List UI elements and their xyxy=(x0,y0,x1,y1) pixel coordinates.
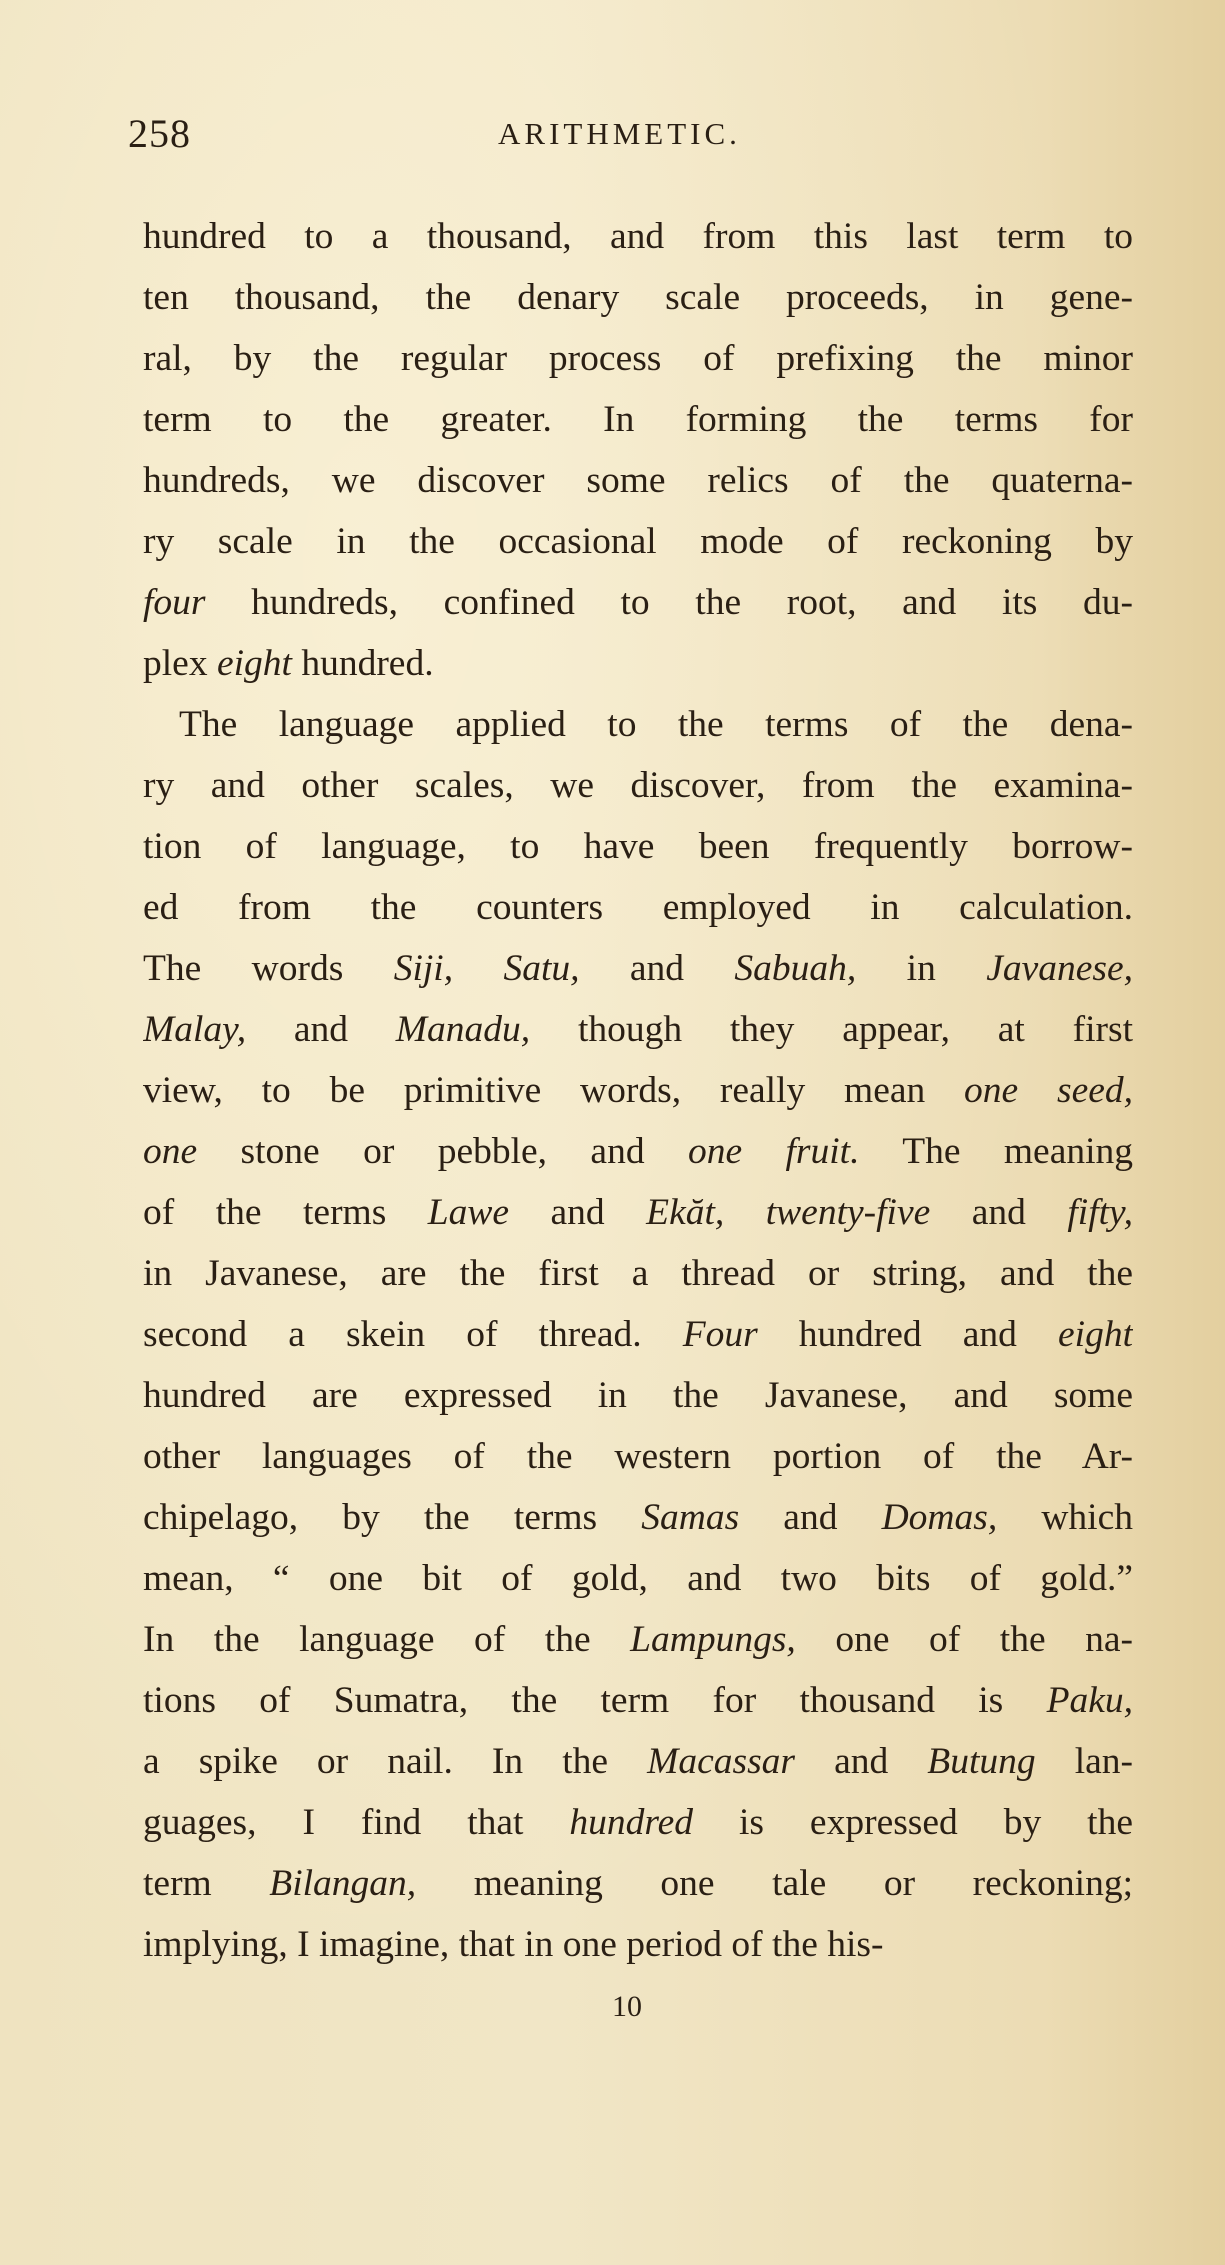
text-run: ry and other scales, we discover, from the examina- xyxy=(143,765,1133,806)
text-run xyxy=(724,1192,765,1233)
text-run: and xyxy=(930,1192,1068,1233)
running-head: ARITHMETIC. xyxy=(498,116,741,151)
text-run: which xyxy=(997,1497,1133,1538)
italic-text: one xyxy=(143,1131,198,1172)
italic-text: Bilangan, xyxy=(269,1863,417,1904)
signature-mark: 10 xyxy=(612,1990,642,2023)
text-line xyxy=(143,1548,1133,1609)
text-run: and xyxy=(579,948,735,989)
text-run: ral, by the regular process of prefixing the minor xyxy=(143,338,1133,379)
italic-text: Ekăt, xyxy=(646,1192,725,1233)
italic-text: Malay, xyxy=(143,1009,247,1050)
italic-text: Samas xyxy=(641,1497,740,1538)
text-line xyxy=(143,206,1133,267)
italic-text: Paku, xyxy=(1046,1680,1133,1721)
text-line xyxy=(143,1304,1133,1365)
text-run: hundreds, confined to the root, and its du- xyxy=(205,582,1133,623)
text-line xyxy=(143,511,1133,572)
text-run: is expressed by the xyxy=(693,1802,1133,1843)
text-run: stone or pebble, and xyxy=(197,1131,688,1172)
text-run: in xyxy=(856,948,987,989)
text-line xyxy=(143,877,1133,938)
text-run: hundred are expressed in the Javanese, and some xyxy=(143,1375,1133,1416)
text-run: one of the na- xyxy=(795,1619,1133,1660)
italic-text: Satu, xyxy=(503,948,580,989)
italic-text: Four xyxy=(682,1314,758,1355)
text-run: term xyxy=(143,1863,270,1904)
text-line xyxy=(143,1670,1133,1731)
text-run: and xyxy=(795,1741,928,1782)
page-header xyxy=(0,110,1225,158)
text-run: The language applied to the terms of the dena- xyxy=(179,704,1133,745)
text-run: implying, I imagine, that in one period of the his- xyxy=(143,1924,884,1965)
text-run: hundred. xyxy=(291,643,434,684)
text-run: The meaning xyxy=(859,1131,1133,1172)
text-line xyxy=(143,999,1133,1060)
italic-text: Macassar xyxy=(647,1741,796,1782)
italic-text: Javanese, xyxy=(986,948,1133,989)
italic-text: Manadu, xyxy=(395,1009,531,1050)
text-line xyxy=(143,694,1133,755)
text-run: term to the greater. In forming the terms for xyxy=(143,399,1133,440)
text-line xyxy=(143,938,1133,999)
italic-text: eight xyxy=(1058,1314,1133,1355)
text-run: ten thousand, the denary scale proceeds, in gene- xyxy=(143,277,1133,318)
text-run: and xyxy=(509,1192,647,1233)
text-run: hundred to a thousand, and from this last term to xyxy=(143,216,1133,257)
text-line xyxy=(143,450,1133,511)
italic-text: Butung xyxy=(927,1741,1036,1782)
text-run: lan- xyxy=(1035,1741,1133,1782)
text-line xyxy=(143,1365,1133,1426)
text-run: tions of Sumatra, the term for thousand is xyxy=(143,1680,1047,1721)
text-run: though they appear, at first xyxy=(530,1009,1133,1050)
text-run: guages, I find that xyxy=(143,1802,570,1843)
text-run: hundred and xyxy=(757,1314,1059,1355)
italic-text: one seed, xyxy=(964,1070,1133,1111)
text-line xyxy=(143,328,1133,389)
text-line xyxy=(143,1487,1133,1548)
text-line xyxy=(143,1853,1133,1914)
italic-text: Lawe xyxy=(427,1192,510,1233)
text-run: in Javanese, are the first a thread or string, and the xyxy=(143,1253,1133,1294)
text-run: second a skein of thread. xyxy=(143,1314,683,1355)
text-line xyxy=(143,1914,1133,1975)
text-run: mean, “ one bit of gold, and two bits of gold.” xyxy=(143,1558,1133,1599)
text-run: ry scale in the occasional mode of reckoning by xyxy=(143,521,1133,562)
body-text xyxy=(143,206,1133,1975)
text-line xyxy=(143,1121,1133,1182)
text-run: other languages of the western portion of the Ar- xyxy=(143,1436,1133,1477)
italic-text: Domas, xyxy=(881,1497,998,1538)
text-line xyxy=(143,572,1133,633)
text-run: tion of language, to have been frequently borrow- xyxy=(143,826,1133,867)
text-run: and xyxy=(246,1009,396,1050)
text-run: of the terms xyxy=(143,1192,428,1233)
text-line xyxy=(143,1731,1133,1792)
italic-text: four xyxy=(143,582,206,623)
italic-text: Sabuah, xyxy=(734,948,857,989)
text-line xyxy=(143,267,1133,328)
text-run: plex xyxy=(143,643,217,684)
text-run: meaning one tale or reckoning; xyxy=(416,1863,1133,1904)
text-line xyxy=(143,1426,1133,1487)
text-run: hundreds, we discover some relics of the quaterna- xyxy=(143,460,1133,501)
text-run: The words xyxy=(143,948,394,989)
text-line xyxy=(143,1243,1133,1304)
text-run: and xyxy=(739,1497,882,1538)
text-line xyxy=(143,1792,1133,1853)
text-run: view, to be primitive words, really mean xyxy=(143,1070,965,1111)
italic-text: hundred xyxy=(569,1802,694,1843)
italic-text: fifty, xyxy=(1067,1192,1133,1233)
text-line xyxy=(143,1060,1133,1121)
text-run: chipelago, by the terms xyxy=(143,1497,642,1538)
italic-text: Siji, xyxy=(393,948,454,989)
text-run xyxy=(453,948,503,989)
text-run: ed from the counters employed in calculation. xyxy=(143,887,1133,928)
italic-text: eight xyxy=(216,643,292,684)
text-line xyxy=(143,633,1133,694)
text-line xyxy=(143,1609,1133,1670)
text-line xyxy=(143,389,1133,450)
text-run: In the language of the xyxy=(143,1619,631,1660)
text-line xyxy=(143,755,1133,816)
text-run: a spike or nail. In the xyxy=(143,1741,648,1782)
italic-text: one fruit. xyxy=(687,1131,860,1172)
italic-text: Lampungs, xyxy=(630,1619,796,1660)
text-line xyxy=(143,1182,1133,1243)
italic-text: twenty-five xyxy=(765,1192,931,1233)
page-number: 258 xyxy=(128,111,191,156)
text-line xyxy=(143,816,1133,877)
